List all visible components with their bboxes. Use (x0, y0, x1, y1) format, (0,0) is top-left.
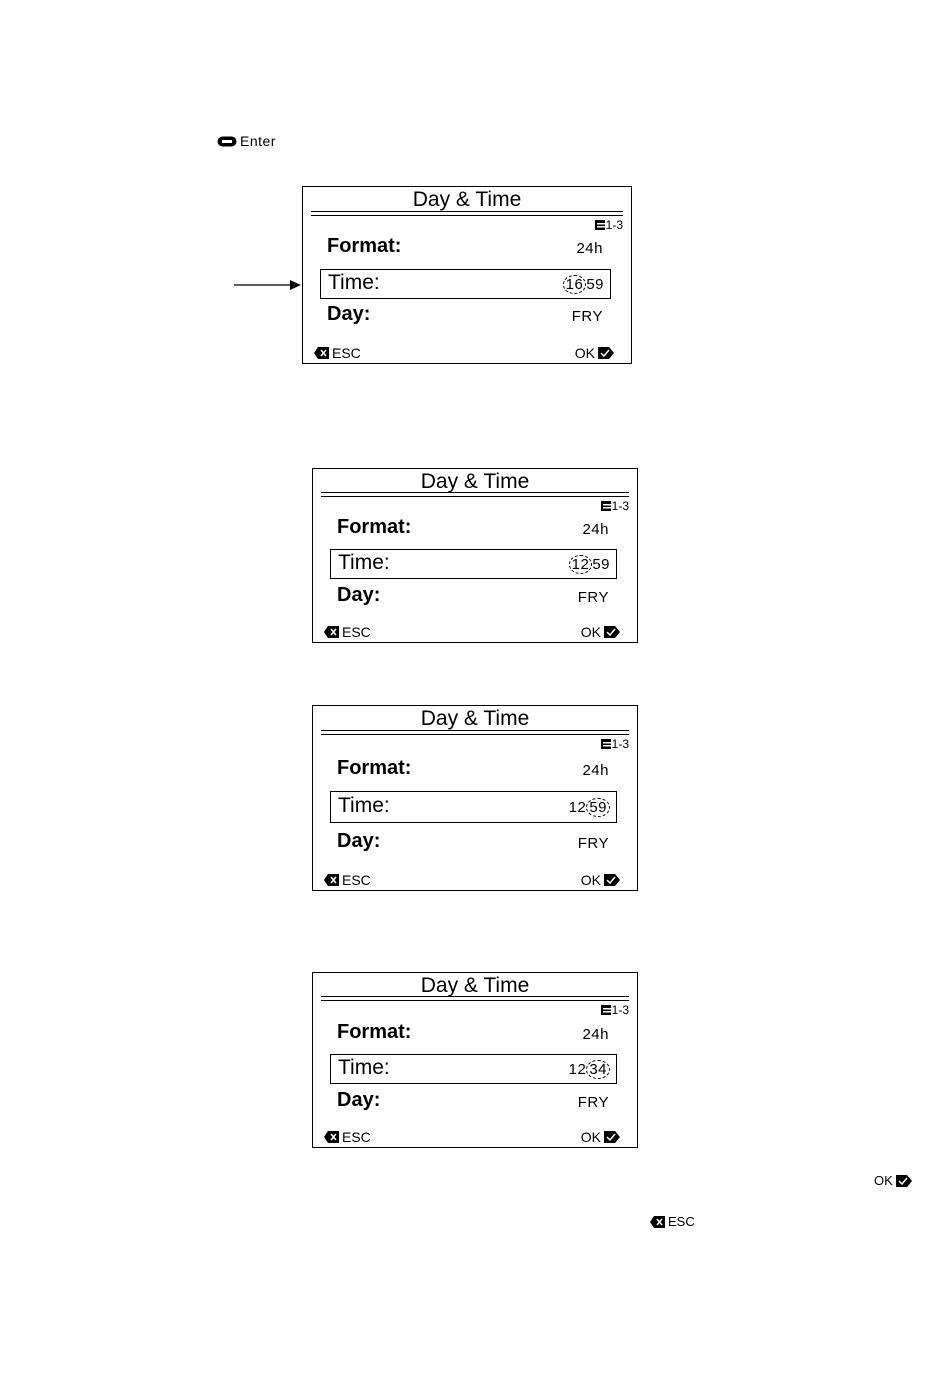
page-number: 1-3 (611, 499, 629, 513)
format-value: 24h (582, 762, 609, 779)
esc-label: ESC (342, 1129, 371, 1145)
page-icon (601, 501, 611, 511)
format-row[interactable] (313, 757, 637, 783)
enter-key-icon (217, 136, 237, 147)
enter-key-hint (217, 133, 276, 149)
time-value (569, 798, 610, 817)
page-icon (601, 1005, 611, 1015)
lcd-screen-3 (312, 705, 638, 891)
page-indicator (601, 1003, 629, 1017)
ok-key-icon (604, 1131, 620, 1143)
screen-title: Day & Time (420, 707, 530, 730)
time-hours-field[interactable]: 16 (563, 275, 587, 294)
ok-key-icon (604, 874, 620, 886)
time-label: Time: (338, 1056, 390, 1079)
day-row[interactable] (303, 303, 631, 329)
format-label: Format: (327, 235, 402, 257)
ok-key-icon (604, 626, 620, 638)
ok-softkey[interactable] (581, 624, 620, 640)
page-number: 1-3 (611, 1003, 629, 1017)
title-divider (321, 492, 629, 497)
day-row[interactable] (313, 584, 637, 610)
time-label: Time: (338, 794, 390, 817)
ok-label: OK (574, 345, 595, 361)
esc-key-icon (324, 874, 339, 886)
title-divider (311, 211, 623, 216)
page-number: 1-3 (611, 737, 629, 751)
esc-key-icon (314, 347, 329, 359)
ok-label: OK (580, 1129, 601, 1145)
ok-key-icon (896, 1175, 912, 1187)
esc-label: ESC (342, 872, 371, 888)
enter-key-label: Enter (240, 133, 276, 149)
format-label: Format: (337, 1021, 412, 1043)
format-label: Format: (337, 516, 412, 538)
day-label: Day: (337, 1089, 381, 1111)
day-label: Day: (337, 584, 381, 606)
time-value (569, 555, 610, 574)
page-indicator (601, 737, 629, 751)
esc-softkey[interactable] (324, 1129, 371, 1145)
time-row-selected[interactable] (330, 549, 617, 579)
ok-softkey[interactable] (581, 1129, 620, 1145)
time-minutes-field[interactable]: 59 (592, 556, 610, 573)
page-number: 1-3 (605, 218, 623, 232)
esc-key-icon (324, 1131, 339, 1143)
day-value: FRY (577, 835, 609, 852)
time-hours-field[interactable]: 12 (569, 555, 593, 574)
ok-key-hint (874, 1173, 912, 1188)
lcd-screen-1 (302, 186, 632, 364)
esc-softkey[interactable] (324, 872, 371, 888)
screen-title: Day & Time (420, 974, 530, 997)
format-row[interactable] (303, 235, 631, 261)
time-minutes-field[interactable]: 34 (586, 1060, 610, 1079)
time-hours-field[interactable]: 12 (568, 1061, 587, 1078)
pointer-arrow-icon (234, 277, 304, 293)
title-divider (321, 996, 629, 1001)
page-icon (601, 739, 611, 749)
esc-hint-label: ESC (668, 1214, 695, 1229)
ok-softkey[interactable] (581, 872, 620, 888)
day-label: Day: (337, 830, 381, 852)
page-indicator (595, 218, 623, 232)
day-row[interactable] (313, 1089, 637, 1115)
time-minutes-field[interactable]: 59 (586, 276, 604, 293)
day-label: Day: (327, 303, 371, 325)
ok-key-icon (598, 347, 614, 359)
time-label: Time: (338, 551, 390, 574)
ok-hint-label: OK (874, 1173, 893, 1188)
format-value: 24h (576, 240, 603, 257)
time-label: Time: (328, 271, 380, 294)
time-value (563, 275, 604, 294)
time-hours-field[interactable]: 12 (568, 799, 587, 816)
day-value: FRY (577, 589, 609, 606)
time-row-selected[interactable] (320, 269, 611, 299)
format-row[interactable] (313, 516, 637, 542)
format-value: 24h (582, 1026, 609, 1043)
esc-key-icon (650, 1216, 665, 1228)
screen-title: Day & Time (420, 470, 530, 493)
format-value: 24h (582, 521, 609, 538)
time-row-selected[interactable] (330, 1054, 617, 1084)
esc-key-hint (650, 1214, 695, 1229)
page-icon (595, 220, 605, 230)
day-value: FRY (577, 1094, 609, 1111)
esc-softkey[interactable] (324, 624, 371, 640)
time-row-selected[interactable] (330, 791, 617, 823)
lcd-screen-4 (312, 972, 638, 1148)
day-row[interactable] (313, 830, 637, 856)
esc-label: ESC (342, 624, 371, 640)
lcd-screen-2 (312, 468, 638, 643)
day-value: FRY (571, 308, 603, 325)
title-divider (321, 730, 629, 735)
format-label: Format: (337, 757, 412, 779)
time-value (569, 1060, 610, 1079)
ok-softkey[interactable] (575, 345, 614, 361)
esc-softkey[interactable] (314, 345, 361, 361)
ok-label: OK (580, 624, 601, 640)
page-indicator (601, 499, 629, 513)
format-row[interactable] (313, 1021, 637, 1047)
screen-title: Day & Time (412, 188, 522, 211)
esc-label: ESC (332, 345, 361, 361)
ok-label: OK (580, 872, 601, 888)
time-minutes-field[interactable]: 59 (586, 798, 610, 817)
esc-key-icon (324, 626, 339, 638)
